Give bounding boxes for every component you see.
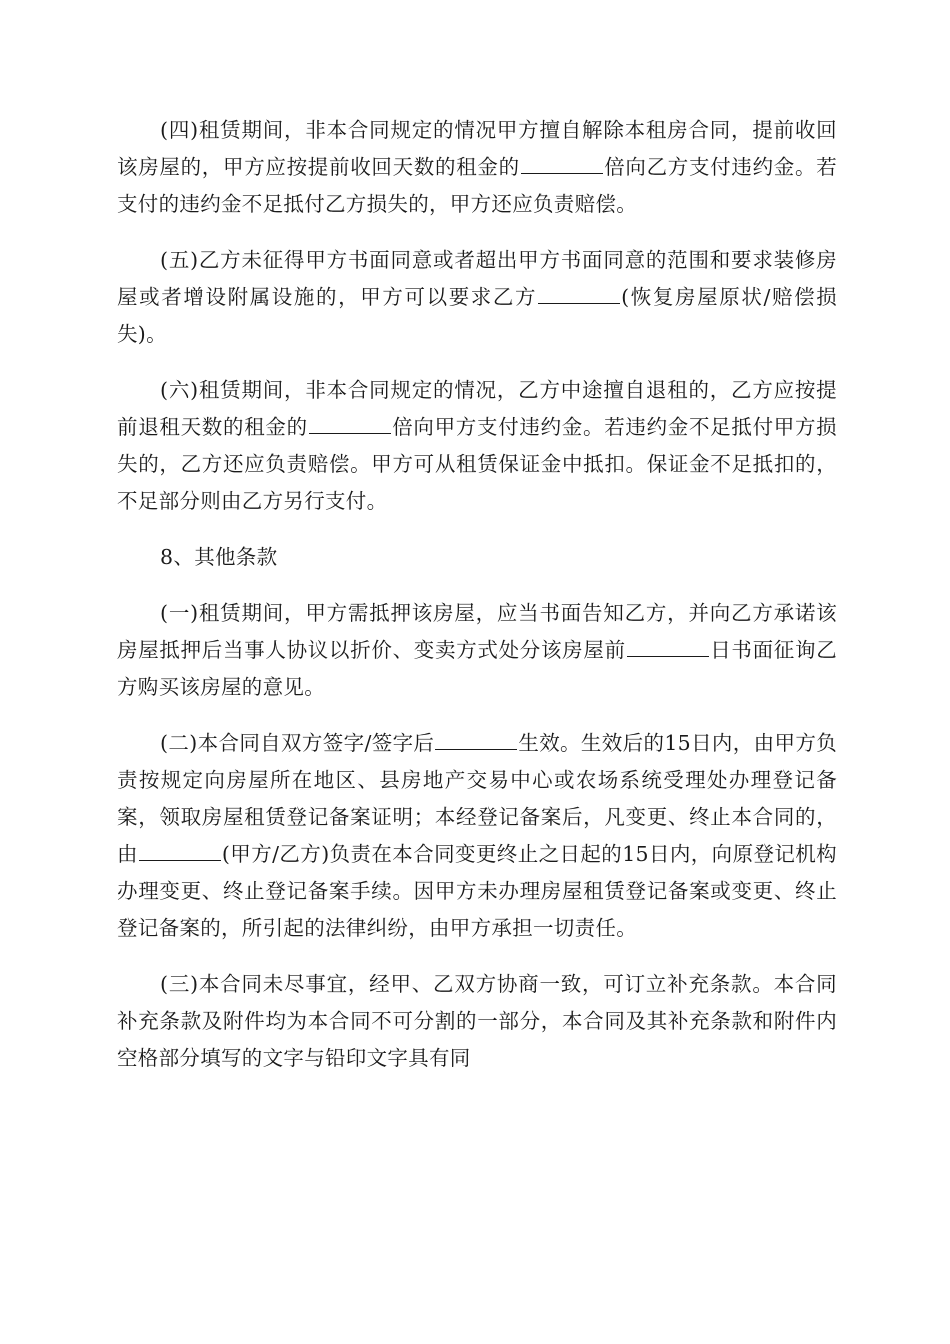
paragraph-text: 生效。生效后的15日内，由甲方负责按规定向房屋所在地区、县房地产交易中心或农场系统受理处办理登记备案，领取房屋租赁登记备案证明；本经登记备案后，凡变更、终止本合同的，由 xyxy=(117,731,837,866)
paragraph-text: (四)租赁期间，非本合同规定的情况甲方擅自解除本租房合同，提前收回该房屋的，甲方应按提前收回天数的租金的 xyxy=(117,118,837,179)
fill-in-blank xyxy=(309,413,391,434)
fill-in-blank xyxy=(435,729,517,750)
fill-in-blank xyxy=(521,153,603,174)
paragraph-other-2 xyxy=(117,725,837,947)
fill-in-blank xyxy=(139,840,221,861)
paragraph-text: 倍向甲方支付违约金。若违约金不足抵付甲方损失的，乙方还应负责赔偿。甲方可从租赁保证金中抵扣。保证金不足抵扣的，不足部分则由乙方另行支付。 xyxy=(117,415,837,513)
fill-in-blank xyxy=(627,636,709,657)
paragraph-text: (甲方/乙方)负责在本合同变更终止之日起的15日内，向原登记机构办理变更、终止登记备案手续。因甲方未办理房屋租赁登记备案或变更、终止登记备案的，所引起的法律纠纷，由甲方承担一切责任。 xyxy=(117,842,837,940)
paragraph-text: 8、其他条款 xyxy=(160,545,278,569)
paragraph-section-8 xyxy=(117,539,837,576)
paragraph-text: (五)乙方未征得甲方书面同意或者超出甲方书面同意的范围和要求装修房屋或者增设附属设施的，甲方可以要求乙方 xyxy=(117,248,837,309)
paragraph-text: (二)本合同自双方签字/签字后 xyxy=(160,731,435,755)
paragraph-text: 日书面征询乙方购买该房屋的意见。 xyxy=(117,638,837,699)
paragraph-clause-4 xyxy=(117,112,837,223)
paragraph-text: (六)租赁期间，非本合同规定的情况，乙方中途擅自退租的，乙方应按提前退租天数的租金的 xyxy=(117,378,837,439)
paragraph-text: (一)租赁期间，甲方需抵押该房屋，应当书面告知乙方，并向乙方承诺该房屋抵押后当事人协议以折价、变卖方式处分该房屋前 xyxy=(117,601,837,662)
paragraph-text: (恢复房屋原状/赔偿损失)。 xyxy=(117,285,837,346)
paragraph-other-3 xyxy=(117,966,837,1077)
paragraph-other-1 xyxy=(117,595,837,706)
paragraph-text: (三)本合同未尽事宜，经甲、乙双方协商一致，可订立补充条款。本合同补充条款及附件均为本合同不可分割的一部分，本合同及其补充条款和附件内空格部分填写的文字与铅印文字具有同 xyxy=(117,972,837,1070)
paragraph-clause-5 xyxy=(117,242,837,353)
document-body xyxy=(117,112,837,1096)
fill-in-blank xyxy=(538,283,620,304)
paragraph-clause-6 xyxy=(117,372,837,520)
paragraph-text: 倍向乙方支付违约金。若支付的违约金不足抵付乙方损失的，甲方还应负责赔偿。 xyxy=(117,155,837,216)
